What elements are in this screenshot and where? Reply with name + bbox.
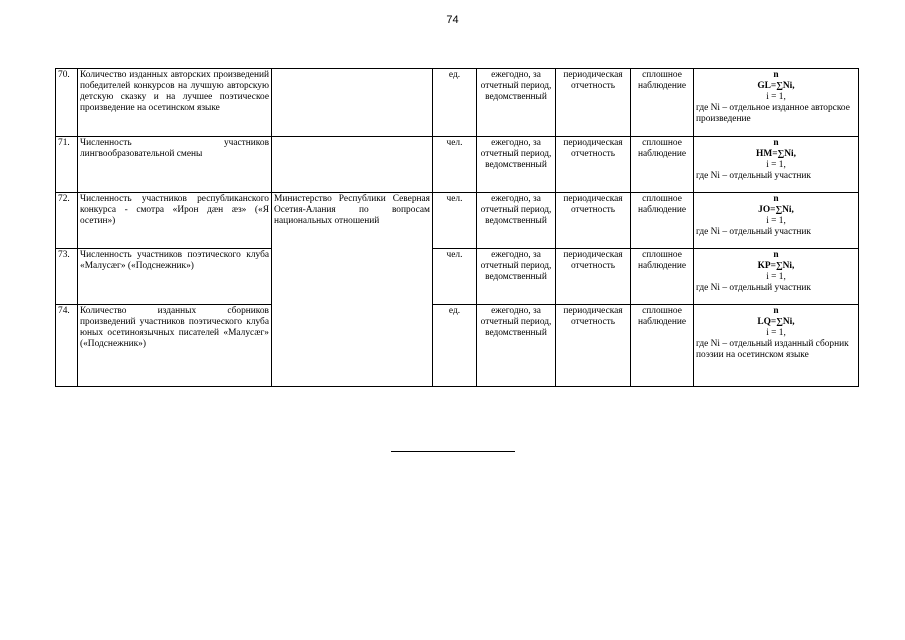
row-number: 74. (56, 305, 78, 387)
indicator-name: Количество изданных авторских произведений победителей конкурсов на лучшую авторскую детскую сказку и на лучшее поэтическое произведение на осетинском языке (78, 69, 272, 137)
formula-cell (694, 193, 859, 249)
formula-expression: HM=∑Ni, (756, 149, 796, 159)
unit-cell: ед. (433, 305, 477, 387)
formula-description: где Ni – отдельный участник (696, 227, 811, 237)
formula-cell (694, 249, 859, 305)
indicator-name: Численность участников лингвообразовательной смены (78, 137, 272, 193)
formula-upper-limit: n (773, 194, 779, 204)
formula-upper-limit: n (773, 306, 779, 316)
formula-description: где Ni – отдельный изданный сборник поэзии на осетинском языке (696, 339, 849, 360)
row-number: 71. (56, 137, 78, 193)
formula-cell (694, 305, 859, 387)
unit-cell: чел. (433, 249, 477, 305)
unit-cell: чел. (433, 193, 477, 249)
table-row (56, 193, 859, 249)
unit-cell: ед. (433, 69, 477, 137)
formula-description: где Ni – отдельное изданное авторское произведение (696, 103, 850, 124)
source-cell: периодическая отчетность (556, 249, 631, 305)
indicator-name: Численность участников поэтического клуба «Малусæг» («Подснежник») (78, 249, 272, 305)
formula-lower-limit: i = 1, (766, 92, 786, 102)
method-cell: сплошное наблюдение (631, 249, 694, 305)
table-row (56, 137, 859, 193)
periodicity-cell: ежегодно, за отчетный период, ведомственный (477, 69, 556, 137)
periodicity-cell: ежегодно, за отчетный период, ведомственный (477, 305, 556, 387)
formula-description: где Ni – отдельный участник (696, 283, 811, 293)
formula-cell (694, 137, 859, 193)
indicator-name: Количество изданных сборников произведений участников поэтического клуба юных осетиноязычных писателей «Малусæг» («Подснежник») (78, 305, 272, 387)
ministry-cell: Министерство Республики Северная Осетия-Алания по вопросам национальных отношений (272, 193, 433, 387)
formula-lower-limit: i = 1, (766, 328, 786, 338)
periodicity-cell: ежегодно, за отчетный период, ведомственный (477, 249, 556, 305)
formula-cell (694, 69, 859, 137)
formula-lower-limit: i = 1, (766, 160, 786, 170)
row-number: 73. (56, 249, 78, 305)
table-row (56, 305, 859, 387)
formula-upper-limit: n (773, 250, 779, 260)
indicators-table (55, 68, 859, 387)
method-cell: сплошное наблюдение (631, 69, 694, 137)
source-cell: периодическая отчетность (556, 193, 631, 249)
page-number: 74 (446, 14, 459, 26)
periodicity-cell: ежегодно, за отчетный период, ведомственный (477, 137, 556, 193)
ministry-cell-empty (272, 69, 433, 137)
row-number: 72. (56, 193, 78, 249)
method-cell: сплошное наблюдение (631, 137, 694, 193)
indicator-name: Численность участников республиканского конкурса - смотра «Ирон дæн æз» («Я осетин») (78, 193, 272, 249)
formula-expression: GL=∑Ni, (757, 81, 795, 91)
formula-lower-limit: i = 1, (766, 216, 786, 226)
formula-upper-limit: n (773, 70, 779, 80)
method-cell: сплошное наблюдение (631, 193, 694, 249)
source-cell: периодическая отчетность (556, 69, 631, 137)
ministry-cell-empty (272, 137, 433, 193)
method-cell: сплошное наблюдение (631, 305, 694, 387)
end-divider-line (391, 451, 515, 452)
unit-cell: чел. (433, 137, 477, 193)
formula-description: где Ni – отдельный участник (696, 171, 811, 181)
source-cell: периодическая отчетность (556, 305, 631, 387)
formula-expression: LQ=∑Ni, (757, 317, 795, 327)
periodicity-cell: ежегодно, за отчетный период, ведомственный (477, 193, 556, 249)
row-number: 70. (56, 69, 78, 137)
formula-expression: JO=∑Ni, (758, 205, 794, 215)
table-row (56, 69, 859, 137)
source-cell: периодическая отчетность (556, 137, 631, 193)
formula-expression: KP=∑Ni, (757, 261, 795, 271)
formula-lower-limit: i = 1, (766, 272, 786, 282)
formula-upper-limit: n (773, 138, 779, 148)
table-row (56, 249, 859, 305)
